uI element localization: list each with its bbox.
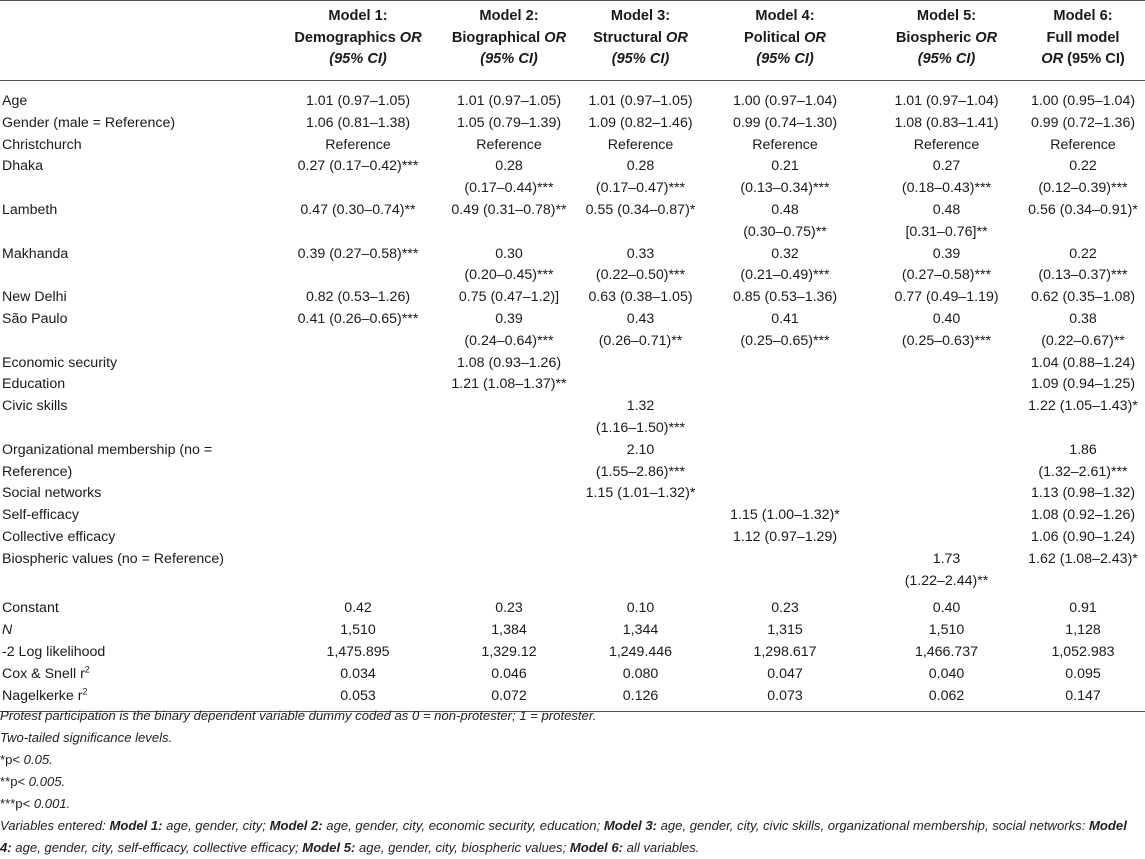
cell-m4: 1.12 (0.97–1.29) [732,528,838,545]
row-label: Constant [2,600,59,617]
note-p-0001: ***p< 0.001. [0,796,71,811]
row-label: -2 Log likelihood [2,643,106,660]
cell-m6: 1.08 (0.92–1.26) [1030,507,1136,524]
cell-m3: 1.32 (1.16–1.50)*** [595,398,686,436]
cell-m3 [583,374,698,396]
row-label: Age [2,93,28,109]
cell-m6: 1,052.983 [1051,643,1115,660]
cell-m3: 0.080 [622,665,659,682]
row-label: Christchurch [2,136,82,153]
table-header [0,1,1145,81]
table-row-collective-efficacy [0,527,1145,549]
cell-m3: 0.10 [626,600,655,617]
row-label: Collective efficacy [2,528,116,545]
cell-m3: 0.43 (0.26–0.71)** [598,310,683,349]
cell-m5: 0.40 [932,600,961,617]
cell-m6: 1.22 (1.05–1.43)* [1028,398,1138,415]
cell-m1: 0.39 (0.27–0.58)*** [297,245,419,262]
cell-m6: 0.22 (0.13–0.37)*** [1038,245,1128,284]
cell-m4: 1.15 (1.00–1.32)* [730,507,840,524]
cell-m4 [698,353,872,375]
row-label: Self-efficacy [2,507,80,524]
cell-m2: 0.49 (0.31–0.78)** [451,201,567,218]
table-row-makhanda [0,244,1145,288]
cell-m6: 1.62 (1.08–2.43)* [1028,550,1138,567]
row-label: Civic skills [2,398,68,415]
cell-m5 [872,483,1021,505]
cell-m3: 1,249.446 [608,643,673,660]
cell-m6: 1.00 (0.95–1.04) [1030,93,1136,109]
cell-m6: Reference [1050,136,1116,153]
cell-m3: 0.33 (0.22–0.50)*** [595,245,686,284]
row-label: Cox & Snell $r^2$ [2,663,90,682]
cell-m2: 0.30 (0.20–0.45)*** [464,245,554,284]
table-row-education [0,374,1145,396]
cell-m3 [583,353,698,375]
table-row-sao-paulo [0,309,1145,353]
cell-m6: 1.04 (0.88–1.24) [1030,354,1136,371]
row-label: Social networks [2,485,102,502]
cell-m1: 0.053 [281,686,435,712]
cell-m6: 1.09 (0.94–1.25) [1030,376,1136,393]
cell-m4: 0.073 [698,686,872,712]
cell-m1: 1,510 [340,622,376,639]
cell-m1: 1.01 (0.97–1.05) [305,93,411,109]
cell-m1 [281,505,435,527]
cell-m1: 0.82 (0.53–1.26) [305,289,411,306]
cell-m4: 0.41 (0.25–0.65)*** [740,310,830,349]
cell-m6: 1,128 [1065,622,1101,639]
cell-m2 [435,527,583,549]
cell-m2 [435,396,583,440]
cell-m2: 0.39 (0.24–0.64)*** [464,310,554,349]
note-two-tailed: Two-tailed significance levels. [0,730,173,745]
cell-m2: 0.28 (0.17–0.44)*** [464,158,554,197]
cell-m4 [698,549,872,593]
cell-m3 [583,505,698,527]
cell-m6: 0.56 (0.34–0.91)* [1028,201,1138,218]
cell-m5: 0.40 (0.25–0.63)*** [901,310,992,349]
table-row-biospheric-values [0,549,1145,593]
cell-m3: 0.126 [583,686,698,712]
row-label: N [2,622,13,639]
cell-m1: 0.27 (0.17–0.42)*** [297,158,419,175]
cell-m2: 0.072 [435,686,583,712]
note-p-0005: **p< 0.005. [0,774,66,789]
row-label: Dhaka [2,158,44,175]
cell-m5: 1.01 (0.97–1.04) [894,93,999,109]
cell-m4: 0.99 (0.74–1.30) [732,114,838,131]
cell-m5: 0.040 [928,665,965,682]
table-row-log-likelihood [0,642,1145,664]
cell-m6: 0.147 [1021,686,1145,712]
cell-m3: 0.55 (0.34–0.87)* [585,201,696,218]
cell-m2: 1.08 (0.93–1.26) [456,354,562,371]
row-label: Lambeth [2,201,58,218]
cell-m5: Reference [913,136,980,153]
cell-m2 [435,505,583,527]
cell-m4 [698,483,872,505]
table-row-economic-security [0,353,1145,375]
cell-m1: 0.47 (0.30–0.74)** [300,201,416,218]
table-footnotes [0,705,1140,859]
cell-m3: 2.10 (1.55–2.86)*** [595,441,686,480]
row-label: Makhanda [2,245,69,262]
cell-m1: 0.41 (0.26–0.65)*** [297,310,419,327]
cell-m5 [872,374,1021,396]
cell-m4: 0.047 [767,665,803,682]
row-label: São Paulo [2,310,68,327]
cell-m5: 1.73 (1.22–2.44)** [904,550,989,589]
cell-m5 [872,396,1021,440]
cell-m6: 0.99 (0.72–1.36) [1030,114,1136,131]
cell-m3: 1.01 (0.97–1.05) [588,93,693,109]
cell-m1 [281,549,435,593]
cell-m1: Reference [325,136,391,153]
cell-m4: 0.48 (0.30–0.75)** [743,201,827,240]
cell-m6: 0.62 (0.35–1.08) [1030,289,1136,306]
table-row-constant [0,592,1145,620]
cell-m3: 1.15 (1.01–1.32)* [585,485,696,502]
cell-m1: 0.42 [344,600,372,617]
cell-m4: 0.21 (0.13–0.34)*** [740,158,830,197]
cell-m2: 1.01 (0.97–1.05) [456,93,562,109]
cell-m1 [281,527,435,549]
table-row-n [0,620,1145,642]
cell-m1 [281,396,435,440]
row-label: Organizational membership (no = Reference) [2,441,213,480]
cell-m5: 0.48 [0.31–0.76]** [905,201,988,240]
cell-m6: 1.13 (0.98–1.32) [1030,485,1136,502]
header-model-6: Model 6: Full model OR (95% CI) [1021,1,1145,81]
cell-m4 [698,374,872,396]
cell-m6: 0.095 [1065,665,1101,682]
cell-m5: 0.062 [872,686,1021,712]
cell-m5: 0.39 (0.27–0.58)*** [901,245,992,284]
table-row-age [0,81,1145,113]
cell-m3: 0.28 (0.17–0.47)*** [595,158,686,197]
cell-m5: 1.08 (0.83–1.41) [894,114,999,131]
cell-m6: 0.22 (0.12–0.39)*** [1038,158,1128,197]
cell-m1 [281,374,435,396]
cell-m4: 1,298.617 [753,643,817,660]
table-row-lambeth [0,200,1145,244]
cell-m4: 1,315 [767,622,803,639]
cell-m3: 0.63 (0.38–1.05) [588,289,693,306]
cell-m2: Reference [476,136,542,153]
cell-m5: 1,510 [928,622,965,639]
table-row-gender [0,113,1145,135]
cell-m3: 1,344 [622,622,659,639]
cell-m4: 0.23 [771,600,799,617]
cell-m6: 0.38 (0.22–0.67)** [1041,310,1125,349]
cell-m4: Reference [752,136,818,153]
cell-m1 [281,483,435,505]
cell-m6: 1.06 (0.90–1.24) [1030,528,1136,545]
row-label: Education [2,376,66,393]
cell-m1: 1.06 (0.81–1.38) [305,114,411,131]
cell-m1 [281,353,435,375]
cell-m5 [872,353,1021,375]
cell-m5: 1,466.737 [914,643,979,660]
cell-m1 [281,440,435,484]
cell-m4 [698,440,872,484]
cell-m2: 0.046 [491,665,527,682]
cell-m2 [435,483,583,505]
cell-m1: 0.034 [340,665,376,682]
cell-m6: 1.86 (1.32–2.61)*** [1038,441,1128,480]
cell-m2: 0.23 [495,600,523,617]
table-row-social-networks [0,483,1145,505]
row-label: Economic security [2,354,118,371]
table-row-self-efficacy [0,505,1145,527]
note-p-005: *p< 0.05. [0,752,53,767]
cell-m4: 0.85 (0.53–1.36) [732,289,838,306]
cell-m2: 1,384 [491,622,527,639]
table-body [0,81,1145,712]
cell-m3: 1.09 (0.82–1.46) [588,114,693,131]
header-model-4: Model 4: Political OR (95% CI) [698,1,872,81]
cell-m6: 0.91 [1069,600,1097,617]
cell-m5 [872,440,1021,484]
cell-m4 [698,396,872,440]
table-row-civic-skills [0,396,1145,440]
table-row-dhaka [0,156,1145,200]
row-label: Nagelkerke $r^2$ [0,686,281,712]
row-label: Gender (male = Reference) [2,114,176,131]
header-blank [0,1,281,81]
cell-m4: 1.00 (0.97–1.04) [732,93,838,109]
cell-m3 [583,549,698,593]
cell-m2 [435,440,583,484]
table-row-cox-snell [0,664,1145,686]
cell-m4: 0.32 (0.21–0.49)*** [740,245,830,284]
row-label: Biospheric values (no = Reference) [2,550,224,567]
cell-m3: Reference [607,136,674,153]
cell-m2: 0.75 (0.47–1.2)] [458,289,560,306]
note-variables-entered: Variables entered: Model 1: age, gender, city; Model 2: age, gender, city, economic security, education; Model 3: age, gender, city, civic skills, organizational membership, social networks: Model 4: age, gender, city, self-efficacy, collective efficacy; Model 5: age, gender, city, biospheric values; Model 6: all variables. [0,818,1127,855]
cell-m5 [872,505,1021,527]
cell-m3 [583,527,698,549]
cell-m5: 0.27 (0.18–0.43)*** [901,158,992,197]
cell-m2: 1,329.12 [481,643,537,660]
cell-m2: 1.21 (1.08–1.37)** [451,376,567,393]
note-dependent-variable: Protest participation is the binary dependent variable dummy coded as 0 = non-protester; 1 = protester. [0,708,597,723]
row-label: New Delhi [2,289,67,306]
cell-m2 [435,549,583,593]
header-model-2: Model 2: Biographical OR (95% CI) [435,1,583,81]
cell-m1: 1,475.895 [326,643,390,660]
header-model-5: Model 5: Biospheric OR (95% CI) [872,1,1021,81]
header-model-1: Model 1: Demographics OR (95% CI) [281,1,435,81]
cell-m5 [872,527,1021,549]
cell-m2: 1.05 (0.79–1.39) [456,114,562,131]
table-row-org-membership [0,440,1145,484]
cell-m5: 0.77 (0.49–1.19) [894,289,999,306]
header-model-3: Model 3: Structural OR (95% CI) [583,1,698,81]
table-row-new-delhi [0,287,1145,309]
table-row-christchurch [0,135,1145,157]
